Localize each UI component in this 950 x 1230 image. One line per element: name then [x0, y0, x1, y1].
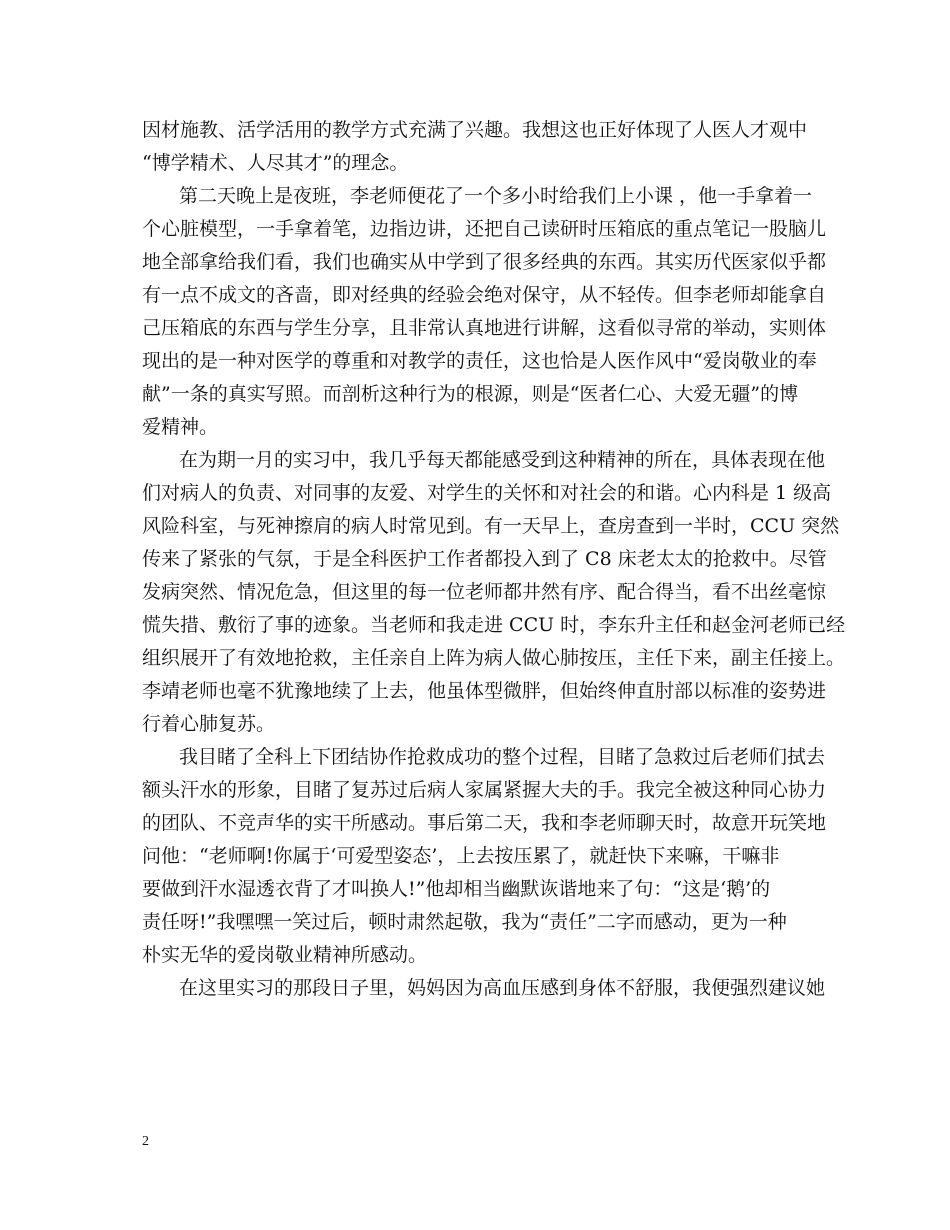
text-line: 行着心肺复苏。 [142, 713, 276, 735]
text-line: 朴实无华的爱岗敬业精神所感动。 [142, 944, 428, 966]
body-text [142, 114, 846, 1005]
text-line: 风险科室，与死神擦肩的病人时常见到。有一天早上，查房查到一半时，CCU 突然 [142, 515, 840, 537]
text-line: 的团队、不竞声华的实干所感动。事后第二天，我和李老师聊天时，故意开玩笑地 [142, 812, 827, 834]
text-line: 问他：“老师啊!你属于‘可爱型姿态’，上去按压累了，就赶快下来嘛，干嘛非 [142, 845, 780, 867]
text-line: 李靖老师也毫不犹豫地续了上去，他虽体型微胖，但始终伸直肘部以标准的姿势进 [142, 680, 827, 702]
text-line: 传来了紧张的气氛，于是全科医护工作者都投入到了 C8 床老太太的抢救中。尽管 [142, 548, 827, 570]
text-line: 己压箱底的东西与学生分享，且非常认真地进行讲解，这看似寻常的举动，实则体 [142, 317, 827, 339]
page-number: 2 [142, 1134, 149, 1149]
paragraph-first-line: 我目睹了全科上下团结协作抢救成功的整个过程，目睹了急救过后老师们拭去 [179, 746, 826, 768]
paragraph-first-line: 在为期一月的实习中，我几乎每天都能感受到这种精神的所在，具体表现在他 [179, 449, 826, 471]
paragraph-first-line: 第二天晚上是夜班，李老师便花了一个多小时给我们上小课 ，他一手拿着一 [179, 185, 813, 207]
text-line: 献”一条的真实写照。而剖析这种行为的根源，则是“医者仁心、大爱无疆”的博 [142, 383, 799, 405]
text-line: 慌失措、敷衍了事的迹象。当老师和我走进 CCU 时，李东升主任和赵金河老师已经 [142, 614, 846, 636]
paragraph-first-line: 在这里实习的那段日子里，妈妈因为高血压感到身体不舒服，我便强烈建议她 [179, 977, 826, 999]
text-line: 发病突然、情况危急，但这里的每一位老师都井然有序、配合得当，看不出丝毫惊 [142, 581, 827, 603]
text-line: “博学精术、人尽其才”的理念。 [142, 152, 409, 174]
text-line: 爱精神。 [142, 416, 219, 438]
text-line: 现出的是一种对医学的尊重和对教学的责任，这也恰是人医作风中“爱岗敬业的奉 [142, 350, 817, 372]
text-line: 要做到汗水湿透衣背了才叫换人!”他却相当幽默诙谐地来了句：“这是‘鹅’的 [142, 878, 771, 900]
text-line: 们对病人的负责、对同事的友爱、对学生的关怀和对社会的和谐。心内科是 1 级高 [142, 482, 832, 504]
text-line: 因材施教、活学活用的教学方式充满了兴趣。我想这也正好体现了人医人才观中 [142, 119, 808, 141]
text-line: 地全部拿给我们看，我们也确实从中学到了很多经典的东西。其实历代医家似乎都 [142, 251, 827, 273]
text-line: 额头汗水的形象，目睹了复苏过后病人家属紧握大夫的手。我完全被这种同心协力 [142, 779, 827, 801]
text-line: 责任呀!”我嘿嘿一笑过后，顿时肃然起敬，我为“责任”二字而感动，更为一种 [142, 911, 787, 933]
text-line: 个心脏模型，一手拿着笔，边指边讲，还把自己读研时压箱底的重点笔记一股脑儿 [142, 218, 827, 240]
text-line: 组织展开了有效地抢救，主任亲自上阵为病人做心肺按压，主任下来，副主任接上。 [142, 647, 846, 669]
text-line: 有一点不成文的吝啬，即对经典的经验会绝对保守，从不轻传。但李老师却能拿自 [142, 284, 827, 306]
